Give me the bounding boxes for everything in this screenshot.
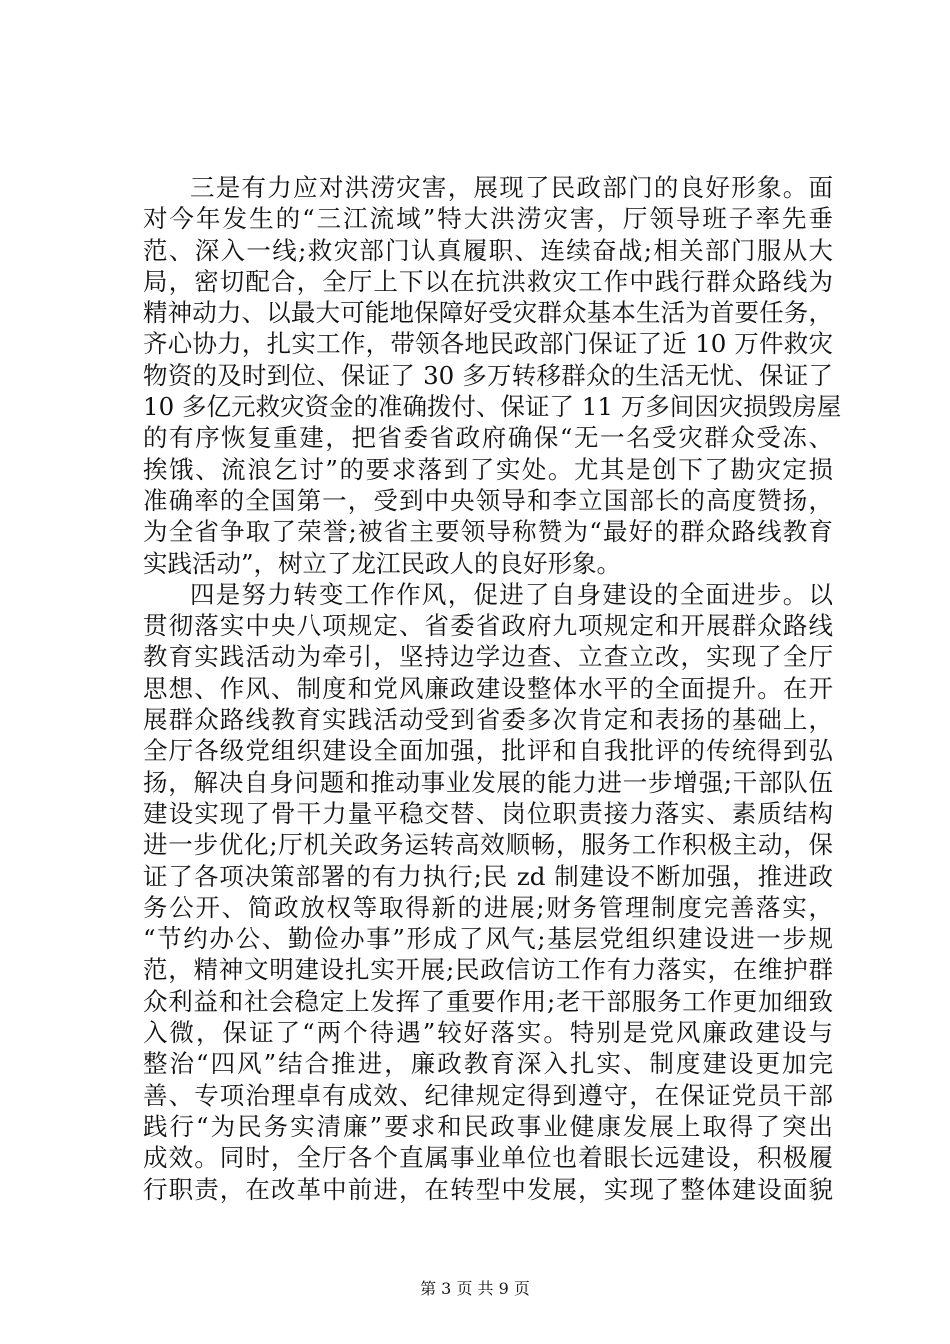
text-line: 全厅各级党组织建设全面加强，批评和自我批评的传统得到弘 bbox=[143, 736, 833, 766]
document-body bbox=[143, 172, 842, 1205]
text-line: 精神动力、以最大可能地保障好受灾群众基本生活为首要任务， bbox=[143, 298, 833, 328]
text-line: 建设实现了骨干力量平稳交替、岗位职责接力落实、素质结构 bbox=[143, 798, 833, 828]
text-line: 证了各项决策部署的有力执行;民 zd 制建设不断加强，推进政 bbox=[143, 861, 833, 891]
text-line: 贯彻落实中央八项规定、省委省政府九项规定和开展群众路线 bbox=[143, 611, 833, 641]
text-line: 行职责，在改革中前进，在转型中发展，实现了整体建设面貌 bbox=[143, 1174, 833, 1204]
text-line: 实践活动”，树立了龙江民政人的良好形象。 bbox=[143, 548, 622, 578]
text-line: 挨饿、流浪乞讨”的要求落到了实处。尤其是创下了勘灾定损 bbox=[143, 454, 833, 484]
text-line: 展群众路线教育实践活动受到省委多次肯定和表扬的基础上， bbox=[143, 705, 833, 735]
text-line: 的有序恢复重建，把省委省政府确保“无一名受灾群众受冻、 bbox=[143, 423, 833, 453]
page-number-footer: 第 3 页 共 9 页 bbox=[420, 1279, 530, 1298]
text-line: 扬，解决自身问题和推动事业发展的能力进一步增强;干部队伍 bbox=[143, 767, 833, 797]
text-line: 善、专项治理卓有成效、纪律规定得到遵守，在保证党员干部 bbox=[143, 1080, 833, 1110]
text-line: 四是努力转变工作作风，促进了自身建设的全面进步。以 bbox=[190, 579, 833, 609]
text-line: 10 多亿元救灾资金的准确拨付、保证了 11 万多间因灾损毁房屋 bbox=[143, 392, 842, 422]
text-line: 物资的及时到位、保证了 30 多万转移群众的生活无忧、保证了 bbox=[143, 360, 833, 390]
text-line: 为全省争取了荣誉;被省主要领导称赞为“最好的群众路线教育 bbox=[143, 517, 833, 547]
text-line: 三是有力应对洪涝灾害，展现了民政部门的良好形象。面 bbox=[190, 173, 833, 202]
text-line: 众利益和社会稳定上发挥了重要作用;老干部服务工作更加细致 bbox=[143, 986, 833, 1016]
text-line: 入微，保证了“两个待遇”较好落实。特别是党风廉政建设与 bbox=[143, 1018, 833, 1048]
text-line: 成效。同时，全厅各个直属事业单位也着眼长远建设，积极履 bbox=[143, 1143, 833, 1173]
text-line: 准确率的全国第一，受到中央领导和李立国部长的高度赞扬， bbox=[143, 485, 833, 515]
text-line: 范、深入一线;救灾部门认真履职、连续奋战;相关部门服从大 bbox=[143, 235, 833, 265]
text-line: 践行“为民务实清廉”要求和民政事业健康发展上取得了突出 bbox=[143, 1111, 833, 1141]
text-line: 思想、作风、制度和党风廉政建设整体水平的全面提升。在开 bbox=[143, 673, 833, 703]
text-line: “节约办公、勤俭办事”形成了风气;基层党组织建设进一步规 bbox=[143, 924, 833, 954]
text-line: 务公开、简政放权等取得新的进展;财务管理制度完善落实， bbox=[143, 892, 833, 922]
text-line: 对今年发生的“三江流域”特大洪涝灾害，厅领导班子率先垂 bbox=[143, 204, 833, 234]
text-line: 教育实践活动为牵引，坚持边学边查、立查立改，实现了全厅 bbox=[143, 642, 833, 672]
text-line: 范，精神文明建设扎实开展;民政信访工作有力落实，在维护群 bbox=[143, 955, 833, 985]
text-line: 局，密切配合，全厅上下以在抗洪救灾工作中践行群众路线为 bbox=[143, 266, 833, 296]
text-line: 进一步优化;厅机关政务运转高效顺畅，服务工作积极主动，保 bbox=[143, 830, 833, 860]
text-line: 整治“四风”结合推进，廉政教育深入扎实、制度建设更加完 bbox=[143, 1049, 833, 1079]
text-line: 齐心协力，扎实工作，带领各地民政部门保证了近 10 万件救灾 bbox=[143, 329, 833, 359]
